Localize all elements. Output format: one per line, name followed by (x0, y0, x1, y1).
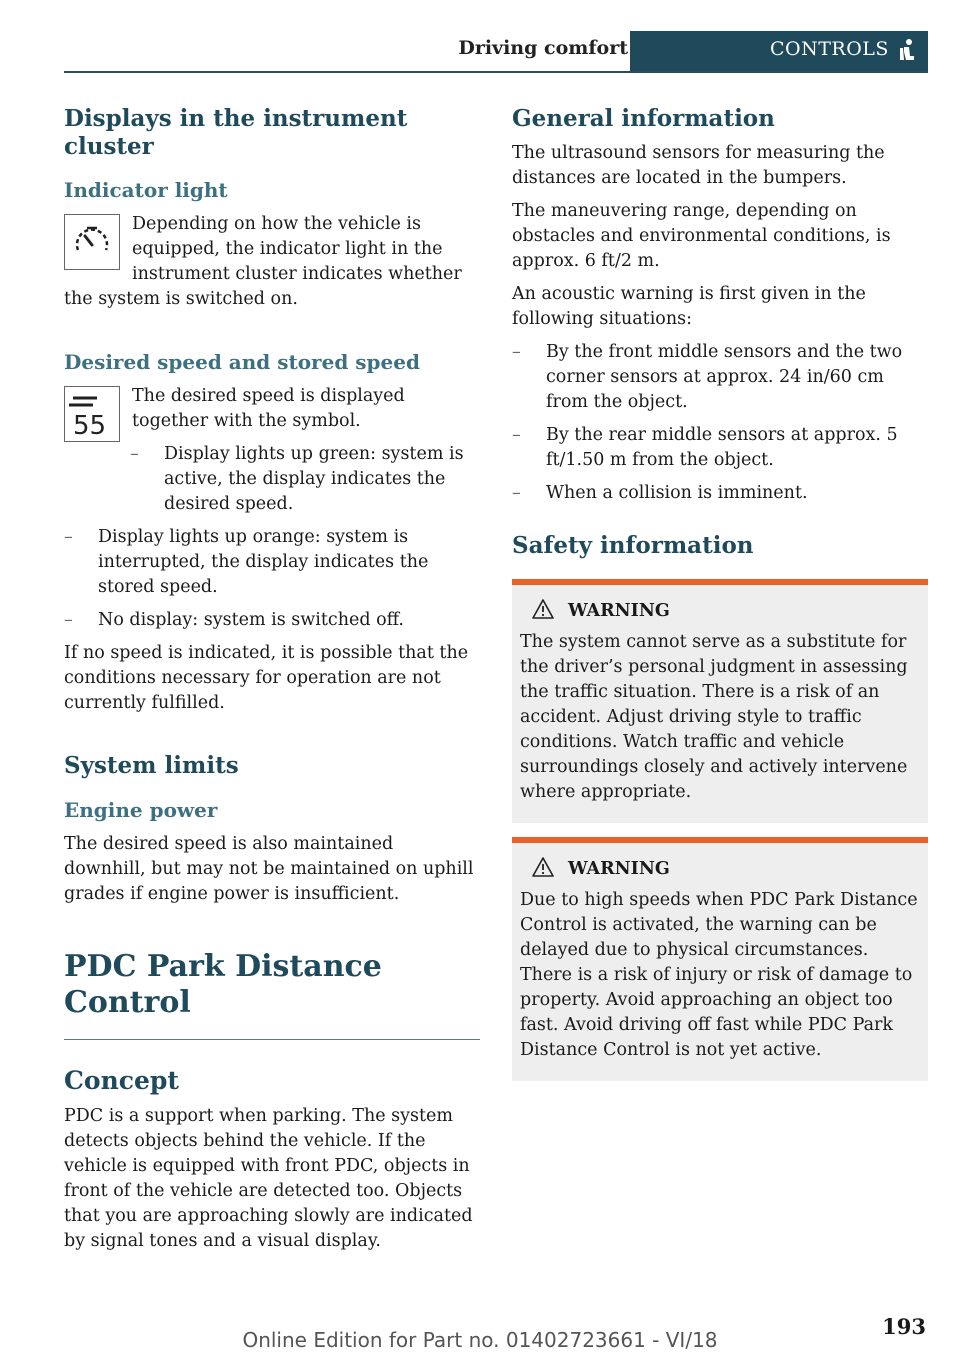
warning-text: Due to high speeds when PDC Park Distance Control is activated, the warning can be delayed due to physical circumstances. There is a risk of injury or risk of damage to property. Avoid approaching an object too fast. Avoid driving off fast while PDC Park Distance Control is not yet active. (520, 890, 918, 1061)
list-item: – When a collision is imminent. (512, 481, 928, 506)
list-item: – No display: system is switched off. (64, 608, 480, 633)
heading-pdc: PDC Park Distance Control (64, 948, 382, 1020)
header-chapter-tab (630, 31, 928, 71)
warning-triangle-icon (532, 857, 554, 877)
desired-text: The desired speed is displayed together with the symbol. (132, 386, 405, 432)
heading-indicator-light: Indicator light (64, 178, 228, 203)
speed-55-display-icon (64, 386, 120, 442)
heading-displays: Displays in the instrument cluster (64, 105, 408, 160)
divider (64, 1039, 480, 1040)
right-column (512, 105, 928, 1081)
page-header (64, 31, 928, 73)
concept-text: PDC is a support when parking. The system detects objects behind the vehicle. If the vehicle is equipped with front PDC, objects in front of the vehicle are detected too. Objects that you are approaching slowly are indicated by signal tones and a visual display. (64, 1105, 473, 1251)
header-chapter-label: CONTROLS (770, 38, 889, 60)
heading-safety-information: Safety information (512, 531, 754, 559)
cruise-speedometer-icon (64, 214, 120, 270)
general-paragraph: The maneuvering range, depending on obstacles and environmental conditions, is approx. 6 ft/2 m. (512, 200, 891, 271)
heading-concept: Concept (64, 1065, 179, 1095)
list-item: – By the front middle sensors and the two corner sensors at approx. 24 in/60 cm from the object. (512, 340, 928, 415)
person-seated-icon (894, 38, 916, 64)
warning-text: The system cannot serve as a substitute for the driver’s personal judgment in assessing the traffic situation. There is a risk of an accident. Adjust driving style to traffic conditions. Watch traffic and vehicle surroundings closely and actively intervene where appropriate. (520, 632, 908, 803)
general-list (512, 340, 928, 506)
heading-desired-speed: Desired speed and stored speed (64, 350, 420, 375)
no-speed-text: If no speed is indicated, it is possible that the conditions necessary for operation are not currently fulfilled. (64, 643, 469, 714)
warning-title-text: WARNING (568, 601, 670, 622)
heading-engine-power: Engine power (64, 797, 218, 822)
warning-title (520, 599, 920, 624)
desired-list-inset (130, 442, 480, 517)
warning-title-text: WARNING (568, 859, 670, 880)
warning-title (520, 857, 920, 882)
left-column (64, 105, 480, 1262)
general-paragraph: An acoustic warning is first given in the following situations: (512, 283, 866, 329)
warning-triangle-icon (532, 599, 554, 619)
heading-system-limits: System limits (64, 752, 239, 780)
desired-list (64, 525, 480, 633)
heading-general-information: General information (512, 105, 775, 132)
general-paragraph: The ultrasound sensors for measuring the distances are located in the bumpers. (512, 142, 885, 188)
list-item: – Display lights up orange: system is interrupted, the display indicates the stored speed. (64, 525, 480, 600)
header-section-title: Driving comfort (458, 37, 628, 59)
list-item: – By the rear middle sensors at approx. 5 ft/1.50 m from the object. (512, 423, 928, 473)
edition-note: Online Edition for Part no. 01402723661 - VI/18 (242, 1328, 718, 1352)
indicator-text: Depending on how the vehicle is equipped, the indicator light in the instrument cluster indicates whether the system is switched on. (64, 214, 462, 310)
warning-box (512, 837, 928, 1081)
page-number: 193 (882, 1314, 926, 1339)
list-item: – Display lights up green: system is active, the display indicates the desired speed. (130, 442, 480, 517)
warning-box (512, 579, 928, 823)
engine-text: The desired speed is also maintained downhill, but may not be maintained on uphill grades if engine power is insufficient. (64, 833, 474, 904)
speed-55-value: 55 (73, 411, 107, 442)
